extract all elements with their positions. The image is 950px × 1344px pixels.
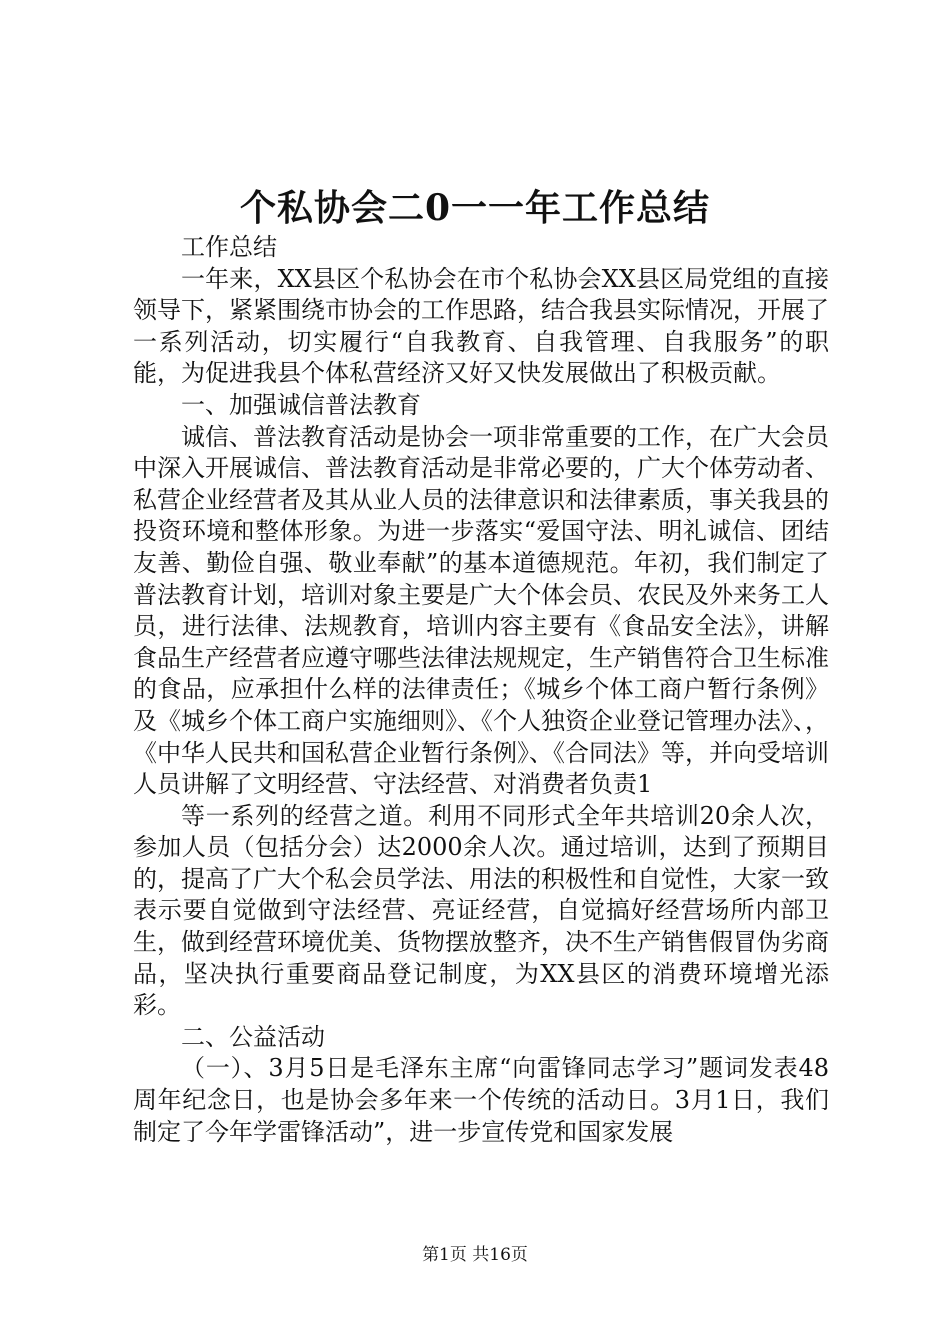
paragraph-public-welfare: （一）、3月5日是毛泽东主席“向雷锋同志学习”题词发表48周年纪念日，也是协会多年来一个传统的活动日。3月1日，我们制定了今年学雷锋活动”，进一步宣传党和国家发展 <box>133 1054 829 1146</box>
page-number-footer: 第1页 共16页 <box>422 1245 528 1265</box>
paragraph-education: 诚信、普法教育活动是协会一项非常重要的工作，在广大会员中深入开展诚信、普法教育活动是非常必要的，广大个体劳动者、私营企业经营者及其从业人员的法律意识和法律素质，事关我县的投资环境和整体形象。为进一步落实“爱国守法、明礼诚信、团结友善、勤俭自强、敬业奉献”的基本道德规范。年初，我们制定了普法教育计划，培训对象主要是广大个体会员、农民及外来务工人员，进行法律、法规教育，培训内容主要有《食品安全法》，讲解食品生产经营者应遵守哪些法律法规规定，生产销售符合卫生标准的食品，应承担什么样的法律责任；《城乡个体工商户暂行条例》及《城乡个体工商户实施细则》、《个人独资企业登记管理办法》、，《中华人民共和国私营企业暂行条例》、《合同法》等，并向受培训人员讲解了文明经营、守法经营、对消费者负责1 <box>133 422 829 799</box>
paragraph-training: 等一系列的经营之道。利用不同形式全年共培训20余人次，参加人员（包括分会）达2000余人次。通过培训，达到了预期目的，提高了广大个私会员学法、用法的积极性和自觉性，大家一致表示要自觉做到守法经营、亮证经营，自觉搞好经营场所内部卫生，做到经营环境优美、货物摆放整齐，决不生产销售假冒伪劣商品，坚决执行重要商品登记制度，为XX县区的消费环境增光添彩。 <box>133 801 829 1020</box>
section-heading-1: 一、加强诚信普法教育 <box>181 390 421 419</box>
paragraph-heading-summary: 工作总结 <box>181 233 277 261</box>
document-title: 个私协会二0一一年工作总结 <box>239 187 711 229</box>
section-heading-2: 二、公益活动 <box>181 1022 325 1051</box>
document-body <box>133 232 829 1148</box>
paragraph-intro: 一年来，XX县区个私协会在市个私协会XX县区局党组的直接领导下，紧紧围绕市协会的工作思路，结合我县实际情况，开展了一系列活动，切实履行“自我教育、自我管理、自我服务”的职能，为促进我县个体私营经济又好又快发展做出了积极贡献。 <box>133 264 829 388</box>
